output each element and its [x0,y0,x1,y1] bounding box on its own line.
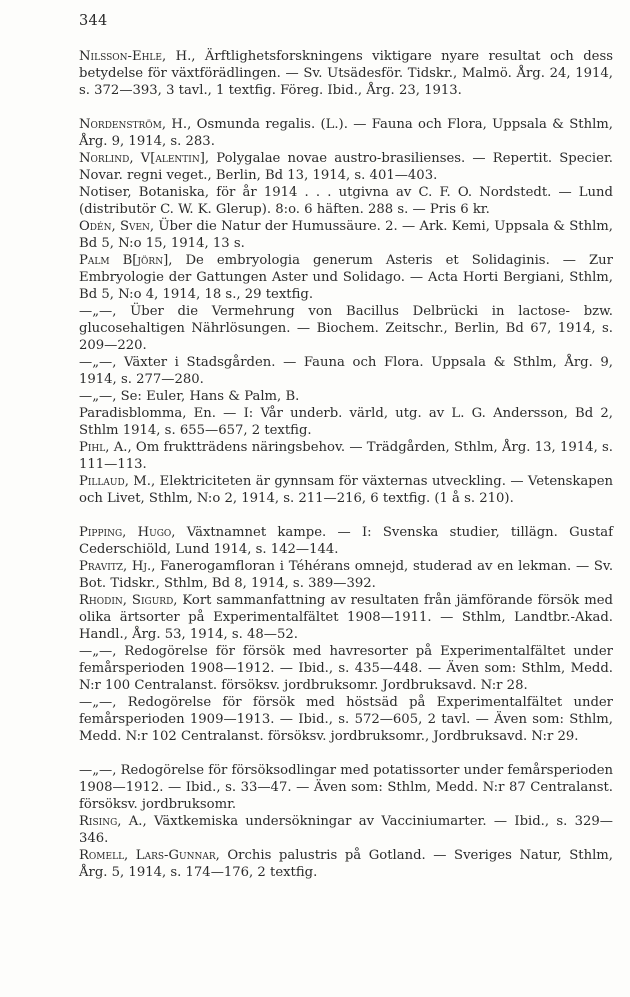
bibliography-entry [79,253,613,304]
entry-text: , Über die Natur der Humussäure. 2. — Ark. Kemi, Uppsala & Sthlm, Bd 5, N:o 15, 1914, 13 s. [79,219,613,251]
entry-author: Romell, Lars-Gunnar [79,848,216,863]
entry-text: —„—, Se: Euler, Hans & Palm, B. [79,389,300,404]
entry-text: —„—, Redogörelse för försök med havresorter på Experimentalfältet under femårsperioden 1908—1912. — Ibid., s. 435—448. — Även som: Sthlm, Medd. N:r 100 Centralanst. försöksv. jordbruksomr. Jordbruksavd. N:r 28. [79,644,613,693]
bibliography-entry [79,117,613,151]
bibliography-list [79,49,613,882]
entry-text: , Kort sammanfattning av resultaten från jämförande försök med olika ärtsorter på Experimentalfältet 1908—1911. — Sthlm, Landtbr.-Akad. Handl., Årg. 53, 1914, s. 48—52. [79,593,613,642]
entry-text: , Växtnamnet kampe. — I: Svenska studier, tillägn. Gustaf Cederschiöld, Lund 1914, s. 142—144. [79,525,613,557]
entry-author: Pipping, Hugo [79,525,172,540]
entry-author: Rhodin, Sigurd [79,593,174,608]
bibliography-entry [79,814,613,848]
bibliography-entry [79,695,613,763]
entry-author: Nilsson-Ehle [79,49,162,64]
bibliography-entry [79,644,613,695]
entry-text: , A., Om fruktträdens näringsbehov. — Trädgården, Sthlm, Årg. 13, 1914, s. 111—113. [79,440,613,472]
entry-text: Notiser, Botaniska, för år 1914 . . . utgivna av C. F. O. Nordstedt. — Lund (distributör C. W. K. Glerup). 8:o. 6 häften. 288 s. — Pris 6 kr. [79,185,613,217]
bibliography-entry [79,185,613,219]
entry-author: Odén, Sven [79,219,150,234]
page-number: 344 [79,13,108,29]
bibliography-entry [79,355,613,389]
bibliography-entry [79,593,613,644]
bibliography-entry [79,219,613,253]
entry-author: Pillaud [79,474,125,489]
entry-text: Paradisblomma, En. — I: Vår underb. värld, utg. av L. G. Andersson, Bd 2, Sthlm 1914, s. 655—657, 2 textfig. [79,406,613,438]
entry-text: —„—, Växter i Stadsgården. — Fauna och Flora. Uppsala & Sthlm, Årg. 9, 1914, s. 277—280. [79,355,613,387]
entry-text: , H., Ärftlighetsforskningens viktigare nyare resultat och dess betydelse för växtförädlingen. — Sv. Utsädesför. Tidskr., Malmö. Årg. 24, 1914, s. 372—393, 3 tavl., 1 textfig. Föreg. Ibid., Årg. 23, 1913. [79,49,613,98]
entry-author: Nordenström [79,117,162,132]
bibliography-entry [79,440,613,474]
entry-text: , Orchis palustris på Gotland. — Sveriges Natur, Sthlm, Årg. 5, 1914, s. 174—176, 2 textfig. [79,848,613,880]
entry-author: Rising [79,814,118,829]
bibliography-entry [79,389,613,406]
entry-author: Palm B[jörn] [79,253,169,268]
bibliography-entry [79,848,613,882]
entry-text: , H., Osmunda regalis. (L.). — Fauna och Flora, Uppsala & Sthlm, Årg. 9, 1914, s. 283. [79,117,613,149]
bibliography-entry [79,559,613,593]
bibliography-entry [79,406,613,440]
bibliography-entry [79,49,613,117]
entry-text: —„—, Redogörelse för försök med höstsäd på Experimentalfältet under femårsperioden 1909—1913. — Ibid., s. 572—605, 2 tavl. — Även som: Sthlm, Medd. N:r 102 Centralanst. försöksv. jordbruksomr., Jordbruksavd. N:r 29. [79,695,613,744]
bibliography-entry [79,763,613,814]
entry-text: , M., Elektriciteten är gynnsam för växternas utveckling. — Vetenskapen och Livet, Sthlm, N:o 2, 1914, s. 211—216, 6 textfig. (1 å s. 210). [79,474,613,506]
entry-author: Pravitz, Hj. [79,559,152,574]
bibliography-entry [79,151,613,185]
bibliography-entry [79,474,613,525]
entry-text: —„—, Redogörelse för försöksodlingar med potatissorter under femårsperioden 1908—1912. — Ibid., s. 33—47. — Även som: Sthlm, Medd. N:r 87 Centralanst. försöksv. jordbruksomr. [79,763,613,812]
entry-author: Norlind, V[alentin] [79,151,205,166]
bibliography-entry [79,525,613,559]
bibliography-entry [79,304,613,355]
entry-text: , A., Växtkemiska undersökningar av Vacciniumarter. — Ibid., s. 329—346. [79,814,613,846]
entry-text: —„—, Über die Vermehrung von Bacillus Delbrücki in lactose- bzw. glucosehaltigen Nährlösungen. — Biochem. Zeitschr., Berlin, Bd 67, 1914, s. 209—220. [79,304,613,353]
entry-text: , Fanerogamfloran i Téhérans omnejd, studerad av en lekman. — Sv. Bot. Tidskr., Sthlm, Bd 8, 1914, s. 389—392. [79,559,614,591]
entry-text: , De embryologia generum Asteris et Solidaginis. — Zur Embryologie der Gattungen Aster und Solidago. — Acta Horti Bergiani, Sthlm, Bd 5, N:o 4, 1914, 18 s., 29 textfig. [79,253,613,302]
entry-text: , Polygalae novae austro-brasilienses. — Repertit. Specier. Novar. regni veget., Berlin, Bd 13, 1914, s. 401—403. [79,151,613,183]
entry-author: Pihl [79,440,106,455]
